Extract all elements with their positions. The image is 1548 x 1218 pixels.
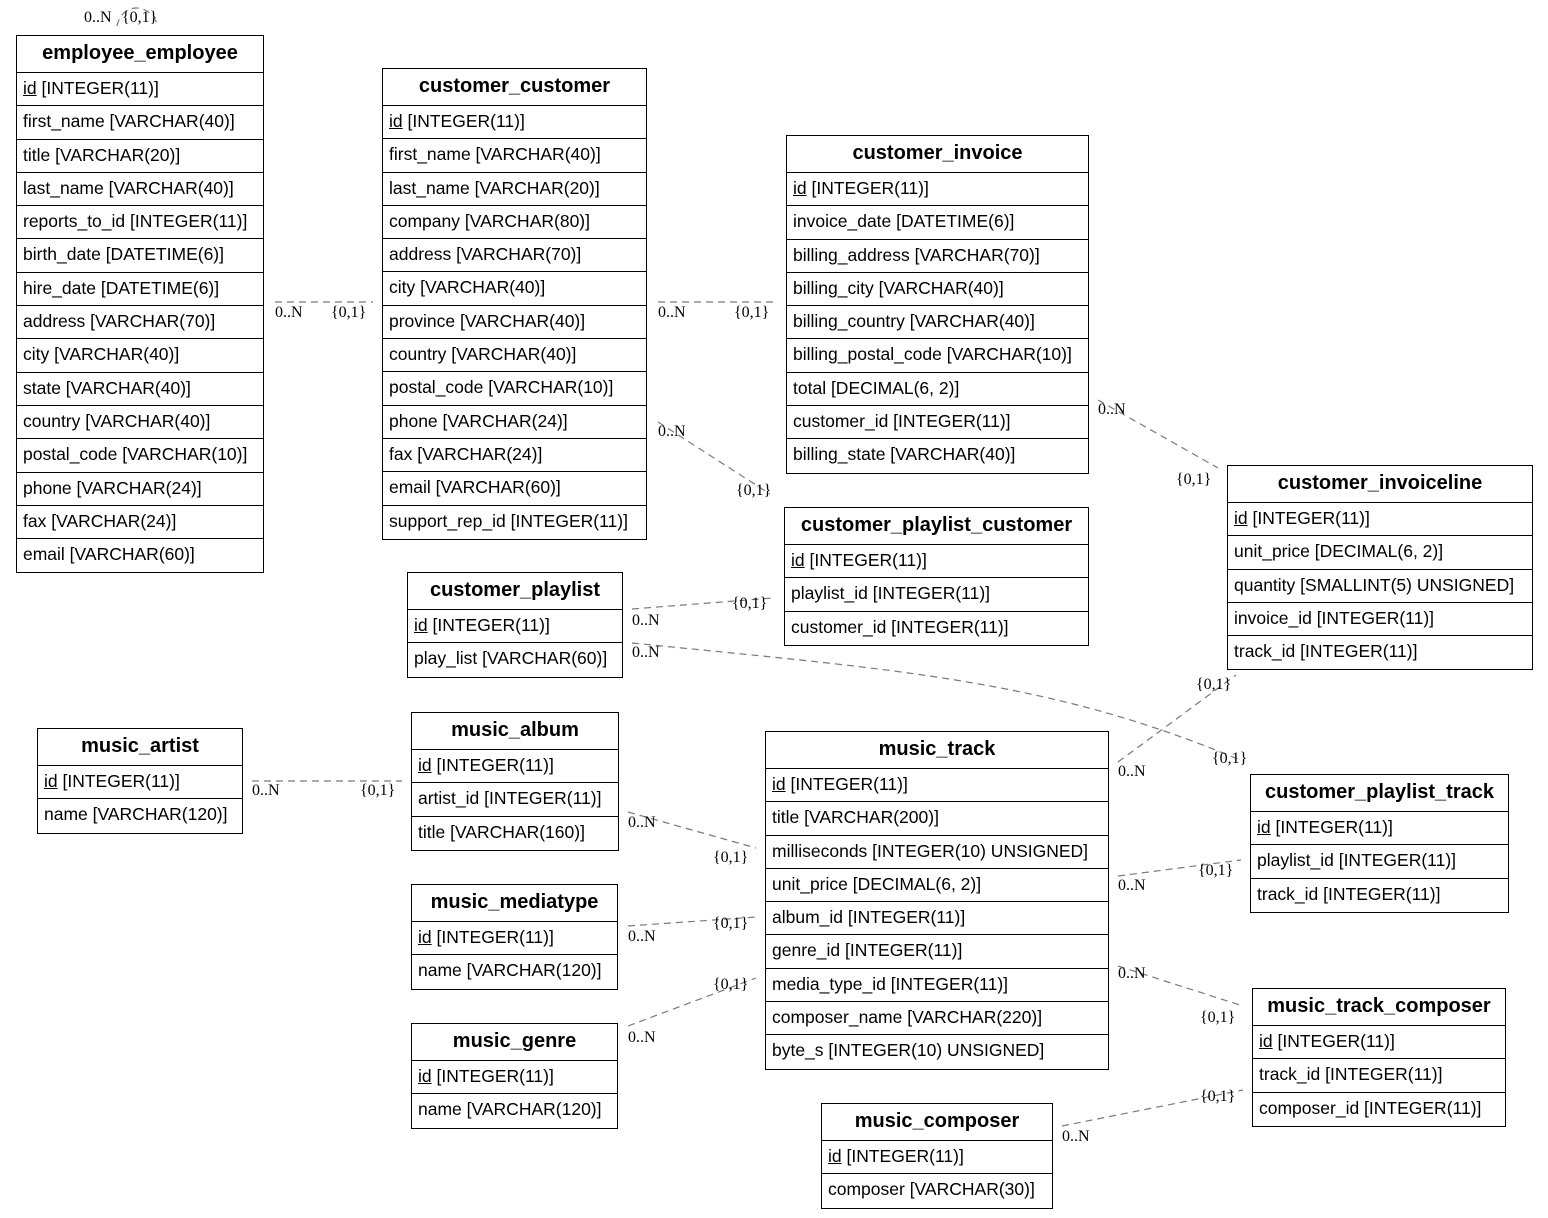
attribute-row: phone [VARCHAR(24)] [17, 473, 263, 506]
cardinality-many: 0..N [628, 814, 656, 831]
attribute-row: playlist_id [INTEGER(11)] [785, 578, 1088, 611]
entity-employee-employee[interactable] [16, 35, 264, 573]
attribute-row: fax [VARCHAR(24)] [17, 506, 263, 539]
cardinality-many: 0..N [275, 304, 303, 321]
attribute-row: billing_address [VARCHAR(70)] [787, 240, 1088, 273]
attribute-row: billing_postal_code [VARCHAR(10)] [787, 339, 1088, 372]
entity-title: customer_playlist_track [1251, 775, 1508, 812]
attribute-row: billing_city [VARCHAR(40)] [787, 273, 1088, 306]
primary-key-row [1251, 812, 1508, 845]
cardinality-optional: {0,1} [713, 849, 749, 866]
cardinality-many: 0..N [1118, 763, 1146, 780]
entity-customer-playlist-track[interactable] [1250, 774, 1509, 913]
attribute-row: birth_date [DATETIME(6)] [17, 239, 263, 272]
primary-key-row [766, 769, 1108, 802]
entity-customer-playlist-customer[interactable] [784, 507, 1089, 646]
attribute-row: composer_name [VARCHAR(220)] [766, 1002, 1108, 1035]
primary-key-type: [INTEGER(11)] [431, 927, 554, 947]
attribute-row: company [VARCHAR(80)] [383, 206, 646, 239]
cardinality-many: 0..N [84, 9, 112, 26]
cardinality-many: 0..N [1062, 1128, 1090, 1145]
cardinality-optional: {0,1} [1176, 471, 1212, 488]
primary-key-name: id [44, 771, 58, 791]
entity-title: music_track [766, 732, 1108, 769]
attribute-row: track_id [INTEGER(11)] [1253, 1059, 1505, 1092]
attribute-row: customer_id [INTEGER(11)] [787, 406, 1088, 439]
primary-key-row [383, 106, 646, 139]
attribute-row: billing_state [VARCHAR(40)] [793, 444, 1016, 465]
primary-key-type: [INTEGER(11)] [36, 78, 159, 98]
attribute-row: province [VARCHAR(40)] [383, 306, 646, 339]
entity-customer-customer[interactable] [382, 68, 647, 540]
primary-key-row [1228, 503, 1532, 536]
primary-key-name: id [772, 774, 786, 794]
entity-music-composer[interactable] [821, 1103, 1053, 1209]
entity-title: music_artist [38, 729, 242, 766]
primary-key-row [38, 766, 242, 799]
cardinality-many: 0..N [1118, 965, 1146, 982]
primary-key-row [408, 610, 622, 643]
primary-key-name: id [1234, 508, 1248, 528]
primary-key-type: [INTEGER(11)] [57, 771, 180, 791]
attribute-row: byte_s [INTEGER(10) UNSIGNED] [772, 1040, 1045, 1061]
entity-title: customer_invoiceline [1228, 466, 1532, 503]
entity-music-mediatype[interactable] [411, 884, 618, 990]
entity-title: customer_playlist [408, 573, 622, 610]
attribute-row: customer_id [INTEGER(11)] [791, 616, 1009, 637]
attribute-row: artist_id [INTEGER(11)] [412, 783, 618, 816]
entity-music-genre[interactable] [411, 1023, 618, 1129]
attribute-row: support_rep_id [INTEGER(11)] [389, 510, 628, 531]
cardinality-optional: {0,1} [360, 782, 396, 799]
entity-title: music_album [412, 713, 618, 750]
attribute-row: address [VARCHAR(70)] [17, 306, 263, 339]
attribute-row: playlist_id [INTEGER(11)] [1251, 845, 1508, 878]
entity-title: music_genre [412, 1024, 617, 1061]
primary-key-name: id [1257, 817, 1271, 837]
attribute-row: milliseconds [INTEGER(10) UNSIGNED] [766, 836, 1108, 869]
primary-key-name: id [418, 927, 432, 947]
entity-customer-invoice[interactable] [786, 135, 1089, 474]
entity-title: customer_customer [383, 69, 646, 106]
attribute-row: title [VARCHAR(200)] [766, 802, 1108, 835]
attribute-row: email [VARCHAR(60)] [383, 472, 646, 505]
entity-title: customer_playlist_customer [785, 508, 1088, 545]
entity-music-track[interactable] [765, 731, 1109, 1070]
attribute-row: last_name [VARCHAR(20)] [383, 173, 646, 206]
primary-key-type: [INTEGER(11)] [841, 1146, 964, 1166]
entity-music-track-composer[interactable] [1252, 988, 1506, 1127]
attribute-row: play_list [VARCHAR(60)] [414, 648, 608, 669]
primary-key-row [412, 750, 618, 783]
primary-key-type: [INTEGER(11)] [402, 111, 525, 131]
primary-key-name: id [389, 111, 403, 131]
cardinality-optional: {0,1} [1198, 862, 1234, 879]
attribute-row: billing_country [VARCHAR(40)] [787, 306, 1088, 339]
cardinality-many: 0..N [658, 304, 686, 321]
attribute-row: phone [VARCHAR(24)] [383, 406, 646, 439]
attribute-row: genre_id [INTEGER(11)] [766, 935, 1108, 968]
attribute-row: media_type_id [INTEGER(11)] [766, 969, 1108, 1002]
attribute-row: state [VARCHAR(40)] [17, 373, 263, 406]
attribute-row: total [DECIMAL(6, 2)] [787, 373, 1088, 406]
attribute-row: first_name [VARCHAR(40)] [17, 106, 263, 139]
attribute-row: invoice_id [INTEGER(11)] [1228, 603, 1532, 636]
entity-customer-playlist[interactable] [407, 572, 623, 678]
entity-title: music_composer [822, 1104, 1052, 1141]
attribute-row: name [VARCHAR(120)] [44, 804, 228, 825]
cardinality-optional: {0,1} [734, 304, 770, 321]
attribute-row: address [VARCHAR(70)] [383, 239, 646, 272]
primary-key-type: [INTEGER(11)] [804, 550, 927, 570]
attribute-row: name [VARCHAR(120)] [418, 1099, 602, 1120]
primary-key-type: [INTEGER(11)] [1270, 817, 1393, 837]
primary-key-type: [INTEGER(11)] [427, 615, 550, 635]
entity-music-album[interactable] [411, 712, 619, 851]
cardinality-many: 0..N [1118, 877, 1146, 894]
attribute-row: postal_code [VARCHAR(10)] [383, 372, 646, 405]
attribute-row: composer_id [INTEGER(11)] [1259, 1097, 1482, 1118]
primary-key-name: id [418, 755, 432, 775]
cardinality-optional: {0,1} [1200, 1009, 1236, 1026]
primary-key-type: [INTEGER(11)] [806, 178, 929, 198]
primary-key-name: id [418, 1066, 432, 1086]
cardinality-optional: {0,1} [732, 595, 768, 612]
entity-title: employee_employee [17, 36, 263, 73]
primary-key-name: id [793, 178, 807, 198]
primary-key-row [17, 73, 263, 106]
attribute-row: country [VARCHAR(40)] [17, 406, 263, 439]
primary-key-row [1253, 1026, 1505, 1059]
cardinality-many: 0..N [632, 612, 660, 629]
attribute-row: fax [VARCHAR(24)] [383, 439, 646, 472]
cardinality-optional: {0,1} [1200, 1088, 1236, 1105]
attribute-row: title [VARCHAR(160)] [418, 821, 585, 842]
cardinality-many: 0..N [632, 644, 660, 661]
primary-key-name: id [791, 550, 805, 570]
cardinality-optional: {0,1} [1196, 676, 1232, 693]
cardinality-optional: {0,1} [331, 304, 367, 321]
cardinality-many: 0..N [1098, 401, 1126, 418]
attribute-row: composer [VARCHAR(30)] [828, 1179, 1035, 1200]
primary-key-row [412, 922, 617, 955]
primary-key-row [787, 173, 1088, 206]
attribute-row: reports_to_id [INTEGER(11)] [17, 206, 263, 239]
cardinality-many: 0..N [628, 928, 656, 945]
attribute-row: track_id [INTEGER(11)] [1234, 641, 1418, 662]
attribute-row: city [VARCHAR(40)] [17, 339, 263, 372]
attribute-row: unit_price [DECIMAL(6, 2)] [1228, 536, 1532, 569]
cardinality-optional: {0,1} [713, 915, 749, 932]
cardinality-many: 0..N [658, 423, 686, 440]
cardinality-optional: {0,1} [736, 482, 772, 499]
primary-key-row [822, 1141, 1052, 1174]
attribute-row: first_name [VARCHAR(40)] [383, 139, 646, 172]
entity-customer-invoiceline[interactable] [1227, 465, 1533, 670]
entity-title: music_mediatype [412, 885, 617, 922]
attribute-row: email [VARCHAR(60)] [23, 544, 195, 565]
primary-key-name: id [23, 78, 37, 98]
cardinality-many: 0..N [628, 1029, 656, 1046]
primary-key-type: [INTEGER(11)] [1247, 508, 1370, 528]
attribute-row: invoice_date [DATETIME(6)] [787, 206, 1088, 239]
primary-key-row [785, 545, 1088, 578]
primary-key-type: [INTEGER(11)] [1272, 1031, 1395, 1051]
primary-key-name: id [414, 615, 428, 635]
cardinality-optional: {0,1} [1212, 750, 1248, 767]
attribute-row: album_id [INTEGER(11)] [766, 902, 1108, 935]
attribute-row: hire_date [DATETIME(6)] [17, 273, 263, 306]
primary-key-name: id [1259, 1031, 1273, 1051]
attribute-row: last_name [VARCHAR(40)] [17, 173, 263, 206]
attribute-row: country [VARCHAR(40)] [383, 339, 646, 372]
attribute-row: title [VARCHAR(20)] [17, 140, 263, 173]
cardinality-many: 0..N [252, 782, 280, 799]
cardinality-optional: {0,1} [713, 976, 749, 993]
attribute-row: track_id [INTEGER(11)] [1257, 883, 1441, 904]
entity-title: music_track_composer [1253, 989, 1505, 1026]
cardinality-optional: {0,1} [122, 9, 158, 26]
primary-key-row [412, 1061, 617, 1094]
primary-key-type: [INTEGER(11)] [431, 1066, 554, 1086]
attribute-row: unit_price [DECIMAL(6, 2)] [766, 869, 1108, 902]
attribute-row: postal_code [VARCHAR(10)] [17, 439, 263, 472]
entity-music-artist[interactable] [37, 728, 243, 834]
primary-key-name: id [828, 1146, 842, 1166]
attribute-row: city [VARCHAR(40)] [383, 272, 646, 305]
attribute-row: name [VARCHAR(120)] [418, 960, 602, 981]
primary-key-type: [INTEGER(11)] [431, 755, 554, 775]
entity-title: customer_invoice [787, 136, 1088, 173]
attribute-row: quantity [SMALLINT(5) UNSIGNED] [1228, 570, 1532, 603]
primary-key-type: [INTEGER(11)] [785, 774, 908, 794]
